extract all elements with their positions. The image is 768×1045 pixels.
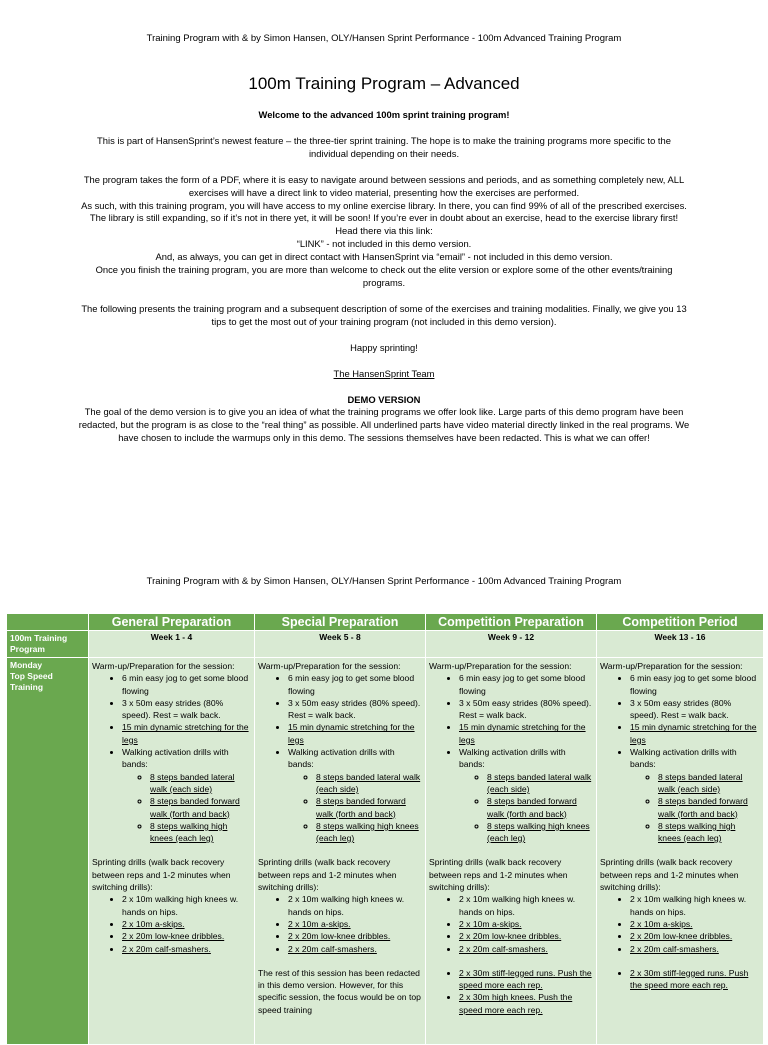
list-item: • 2 x 30m stiff-legged runs. Push the speed more each rep. (630, 967, 760, 992)
list-item-label: Walking activation drills with bands: (630, 747, 737, 770)
list-item: • 2 x 10m a-skips. (122, 918, 251, 930)
list-item: • 6 min easy jog to get some blood flowing (122, 672, 251, 697)
list-item: • 2 x 20m low-knee dribbles. (122, 930, 251, 942)
session-cell (255, 658, 426, 1045)
week-cell: Week 5 - 8 (255, 631, 426, 658)
list-item: ◦ 8 steps walking high knees (each leg) (658, 820, 760, 845)
welcome-line: Welcome to the advanced 100m sprint training program! (258, 109, 510, 120)
list-item: • 6 min easy jog to get some blood flowing (288, 672, 422, 697)
phase-row (7, 614, 764, 631)
list-item: ◦ 8 steps banded forward walk (forth and back) (150, 795, 251, 820)
list-item: ◦ 8 steps banded forward walk (forth and back) (487, 795, 593, 820)
list-item: • 15 min dynamic stretching for the legs (459, 721, 593, 746)
email-note: And, as always, you can get in direct contact with HansenSprint via “email” - not included in this demo version. (155, 251, 613, 263)
list-item: ◦ 8 steps banded lateral walk (each side) (658, 771, 760, 796)
list-item-label: Walking activation drills with bands: (288, 747, 395, 770)
page-header: Training Program with & by Simon Hansen, OLY/Hansen Sprint Performance - 100m Advanced Training Program (146, 33, 622, 44)
list-item: • 2 x 30m stiff-legged runs. Push the speed more each rep. (459, 967, 593, 992)
list-item: • 2 x 10m a-skips. (630, 918, 760, 930)
redacted-note: The rest of this session has been redacted in this demo version. However, for this specific session, the focus would be on top speed training (258, 967, 421, 1015)
warmup-heading: Warm-up/Preparation for the session: (429, 661, 572, 671)
intro-paragraph-1: This is part of HansenSprint’s newest feature – the three-tier sprint training. The hope is to make the training programs more specific to the individual depending on their needs. (97, 134, 671, 159)
day-label (7, 658, 89, 1045)
link-note: “LINK” - not included in this demo version. (296, 238, 472, 250)
list-item: • 2 x 10m walking high knees w. hands on hips. (630, 893, 760, 918)
sprint-heading: Sprinting drills (walk back recovery between reps and 1-2 minutes when switching drills): (92, 857, 231, 893)
list-item: • 3 x 50m easy strides (80% speed). Rest = walk back. (288, 697, 422, 722)
sprint-heading: Sprinting drills (walk back recovery between reps and 1-2 minutes when switching drills): (429, 857, 568, 893)
list-item: • 2 x 10m walking high knees w. hands on hips. (122, 893, 251, 918)
list-item: ◦ 8 steps banded lateral walk (each side) (487, 771, 593, 796)
monday-row (7, 658, 764, 1045)
week-row (7, 631, 764, 658)
intro-paragraph-2: The program takes the form of a PDF, where it is easy to navigate around between sessions and periods, and as something completely new, ALL exercises will have a direct link to video material, presenting how the exercises are performed. (83, 173, 685, 198)
list-item: ◦ 8 steps banded lateral walk (each side) (316, 771, 422, 796)
demo-version-text: The goal of the demo version is to give you an idea of what the training programs we offer look like. Large parts of this demo program have been redacted, but the program is as close to the “real thing” as possible. All underlined parts have video material directly linked in the real programs. We have chosen to include the warmups only in this demo. The sessions themselves have been redacted. This is what we can offer! (78, 406, 690, 444)
list-item: • 2 x 20m calf-smashers. (288, 943, 422, 955)
session-cell (89, 658, 255, 1045)
list-item (288, 746, 422, 844)
list-item: ◦ 8 steps banded lateral walk (each side) (150, 771, 251, 796)
list-item-label: Walking activation drills with bands: (459, 747, 566, 770)
list-item (122, 746, 251, 844)
phase-general: General Preparation (89, 614, 255, 631)
list-item: • 2 x 30m high knees. Push the speed more each rep. (459, 991, 593, 1016)
phase-special: Special Preparation (255, 614, 426, 631)
list-item: • 2 x 20m low-knee dribbles. (288, 930, 422, 942)
list-item: • 6 min easy jog to get some blood flowing (459, 672, 593, 697)
row-label: 100m Training Program (7, 631, 89, 658)
list-item: • 2 x 10m a-skips. (288, 918, 422, 930)
list-item: ◦ 8 steps banded forward walk (forth and back) (658, 795, 760, 820)
warmup-heading: Warm-up/Preparation for the session: (600, 661, 743, 671)
training-program-table (6, 613, 764, 1045)
monday-label: Monday (10, 660, 43, 670)
document-page-2 (0, 560, 768, 1024)
phase-competition-period: Competition Period (597, 614, 764, 631)
list-item: • 2 x 20m calf-smashers. (630, 943, 760, 955)
list-item (459, 746, 593, 844)
list-item: • 2 x 20m calf-smashers. (122, 943, 251, 955)
list-item: • 2 x 10m a-skips. (459, 918, 593, 930)
list-item: • 2 x 10m walking high knees w. hands on hips. (288, 893, 422, 918)
list-item: • 2 x 20m calf-smashers. (459, 943, 593, 955)
session-cell (426, 658, 597, 1045)
week-cell: Week 9 - 12 (426, 631, 597, 658)
list-item: ◦ 8 steps walking high knees (each leg) (487, 820, 593, 845)
warmup-heading: Warm-up/Preparation for the session: (92, 661, 235, 671)
phase-competition-prep: Competition Preparation (426, 614, 597, 631)
list-item (630, 746, 760, 844)
list-item: • 3 x 50m easy strides (80% speed). Rest = walk back. (459, 697, 593, 722)
sprint-heading: Sprinting drills (walk back recovery between reps and 1-2 minutes when switching drills): (600, 857, 739, 893)
list-item: ◦ 8 steps walking high knees (each leg) (150, 820, 251, 845)
list-item-label: Walking activation drills with bands: (122, 747, 229, 770)
session-type-label: Top Speed Training (10, 671, 53, 692)
list-item: • 15 min dynamic stretching for the legs (288, 721, 422, 746)
session-cell (597, 658, 764, 1045)
list-item: • 15 min dynamic stretching for the legs (122, 721, 251, 746)
list-item: ◦ 8 steps banded forward walk (forth and back) (316, 795, 422, 820)
list-item: ◦ 8 steps walking high knees (each leg) (316, 820, 422, 845)
list-item: • 2 x 20m low-knee dribbles. (459, 930, 593, 942)
list-item: • 3 x 50m easy strides (80% speed). Rest = walk back. (630, 697, 760, 722)
intro-paragraph-3: As such, with this training program, you will have access to my online exercise library. In there, you can find 99% of all of the prescribed exercises. The library is still expanding, so if it’s not in there yet, it will be soon! If you’re ever in doubt about an exercise, head to the exercise library first! Head there via this link: (81, 199, 687, 237)
intro-body (78, 109, 690, 445)
list-item: • 6 min easy jog to get some blood flowing (630, 672, 760, 697)
intro-paragraph-7: The following presents the training program and a subsequent description of some of the exercises and training modalities. Finally, we give you 13 tips to get the most out of your training program (not included in this demo version). (81, 302, 687, 327)
intro-paragraph-6: Once you finish the training program, you are more than welcome to check out the elite version or explore some of the other events/training programs. (95, 264, 673, 288)
warmup-heading: Warm-up/Preparation for the session: (258, 661, 401, 671)
list-item: • 2 x 20m low-knee dribbles. (630, 930, 760, 942)
week-cell: Week 1 - 4 (89, 631, 255, 658)
week-cell: Week 13 - 16 (597, 631, 764, 658)
document-title: 100m Training Program – Advanced (248, 74, 520, 93)
demo-version-heading: DEMO VERSION (347, 393, 421, 405)
team-signature: The HansenSprint Team (333, 367, 435, 379)
happy-sprinting: Happy sprinting! (350, 341, 418, 353)
phase-corner (7, 614, 89, 631)
sprint-heading: Sprinting drills (walk back recovery between reps and 1-2 minutes when switching drills): (258, 857, 397, 893)
list-item: • 2 x 10m walking high knees w. hands on hips. (459, 893, 593, 918)
list-item: • 15 min dynamic stretching for the legs (630, 721, 760, 746)
page-header: Training Program with & by Simon Hansen, OLY/Hansen Sprint Performance - 100m Advanced Training Program (146, 576, 622, 587)
list-item: • 3 x 50m easy strides (80% speed). Rest = walk back. (122, 697, 251, 722)
